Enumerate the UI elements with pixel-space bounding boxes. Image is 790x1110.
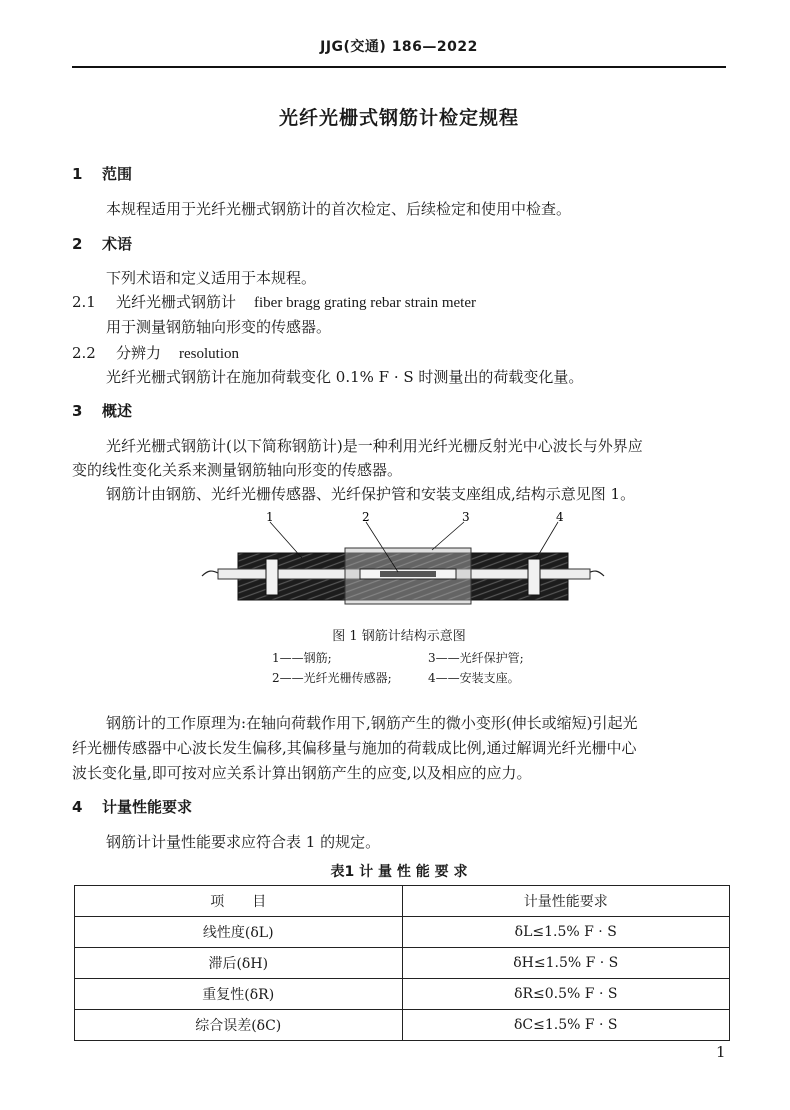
table-cell-item: 综合误差(δC): [75, 1010, 403, 1041]
section-2-number: 2: [72, 235, 83, 253]
legend-item-4: 4——安装支座。: [428, 671, 520, 685]
section-3-number: 3: [72, 402, 83, 420]
section-3-para-1-line-1: 光纤光栅式钢筋计(以下简称钢筋计)是一种利用光纤光栅反射光中心波长与外界应: [106, 437, 643, 455]
page-header-code: JJG(交通) 186—2022: [320, 39, 478, 55]
table-cell-item: 重复性(δR): [75, 979, 403, 1010]
section-4-number: 4: [72, 798, 83, 816]
table-cell-item: 滞后(δH): [75, 948, 403, 979]
table-header-row: [75, 886, 730, 917]
section-1-number: 1: [72, 165, 83, 183]
section-3-title: 概述: [102, 402, 133, 420]
section-4-text: 钢筋计计量性能要求应符合表 1 的规定。: [106, 833, 381, 851]
table-row: [75, 1010, 730, 1041]
table-cell-requirement: δL≤1.5% F · S: [402, 917, 730, 948]
term-2-2-definition: 光纤光栅式钢筋计在施加荷载变化 0.1% F · S 时测量出的荷载变化量。: [106, 368, 584, 386]
metrological-requirements-table: [74, 885, 730, 1041]
figure-label-2: 2: [362, 510, 370, 524]
section-3-para-3-line-1: 钢筋计的工作原理为:在轴向荷载作用下,钢筋产生的微小变形(伸长或缩短)引起光: [106, 714, 638, 732]
column-header-requirement: 计量性能要求: [402, 886, 730, 917]
section-3-para-3-line-2: 纤光栅传感器中心波长发生偏移,其偏移量与施加的荷载成比例,通过解调光纤光栅中心: [72, 739, 637, 757]
leader-line-3: [432, 522, 464, 550]
table-row: [75, 917, 730, 948]
figure-1-diagram: [200, 508, 610, 613]
table-cell-requirement: δR≤0.5% F · S: [402, 979, 730, 1010]
table-cell-requirement: δC≤1.5% F · S: [402, 1010, 730, 1041]
table-row: [75, 979, 730, 1010]
table-cell-item: 线性度(δL): [75, 917, 403, 948]
figure-label-1: 1: [266, 510, 274, 524]
figure-label-3: 3: [462, 510, 470, 524]
section-4-heading: [72, 796, 192, 817]
section-2-intro: 下列术语和定义适用于本规程。: [106, 269, 317, 287]
legend-item-2: 2——光纤光栅传感器;: [272, 671, 392, 685]
term-2-1-number: 2.1: [72, 293, 96, 311]
column-header-item: 项 目: [75, 886, 403, 917]
term-2-1-name: 光纤光栅式钢筋计: [116, 293, 237, 311]
section-2-title: 术语: [102, 235, 133, 253]
fbg-grating: [380, 571, 436, 577]
legend-item-3: 3——光纤保护管;: [428, 651, 524, 665]
section-1-heading: [72, 163, 132, 184]
header-rule: [72, 66, 726, 68]
table-cell-requirement: δH≤1.5% F · S: [402, 948, 730, 979]
section-4-title: 计量性能要求: [102, 798, 193, 816]
figure-label-4: 4: [556, 510, 564, 524]
term-2-1-definition: 用于测量钢筋轴向形变的传感器。: [106, 318, 332, 336]
term-2-1: [72, 291, 476, 312]
section-3-para-2: 钢筋计由钢筋、光纤光栅传感器、光纤保护管和安装支座组成,结构示意见图 1。: [106, 485, 636, 503]
section-3-para-1-line-2: 变的线性变化关系来测量钢筋轴向形变的传感器。: [72, 461, 403, 479]
left-support: [266, 559, 278, 595]
section-1-title: 范围: [102, 165, 133, 183]
document-title: 光纤光栅式钢筋计检定规程: [278, 107, 519, 129]
term-2-2-english: resolution: [179, 346, 240, 362]
section-1-text: 本规程适用于光纤光栅式钢筋计的首次检定、后续检定和使用中检查。: [106, 200, 572, 218]
table-row: [75, 948, 730, 979]
term-2-2-name: 分辨力: [116, 344, 162, 362]
legend-item-1: 1——钢筋;: [272, 651, 332, 665]
term-2-2-number: 2.2: [72, 344, 96, 362]
section-3-heading: [72, 400, 132, 421]
page-number: 1: [716, 1043, 726, 1061]
term-2-1-english: fiber bragg grating rebar strain meter: [254, 295, 476, 311]
term-2-2: [72, 342, 239, 363]
figure-1-caption: 图 1 钢筋计结构示意图: [332, 629, 466, 644]
section-3-para-3-line-3: 波长变化量,即可按对应关系计算出钢筋产生的应变,以及相应的应力。: [72, 764, 532, 782]
section-2-heading: [72, 233, 132, 254]
table-1-caption: 表1 计 量 性 能 要 求: [330, 864, 468, 880]
right-support: [528, 559, 540, 595]
